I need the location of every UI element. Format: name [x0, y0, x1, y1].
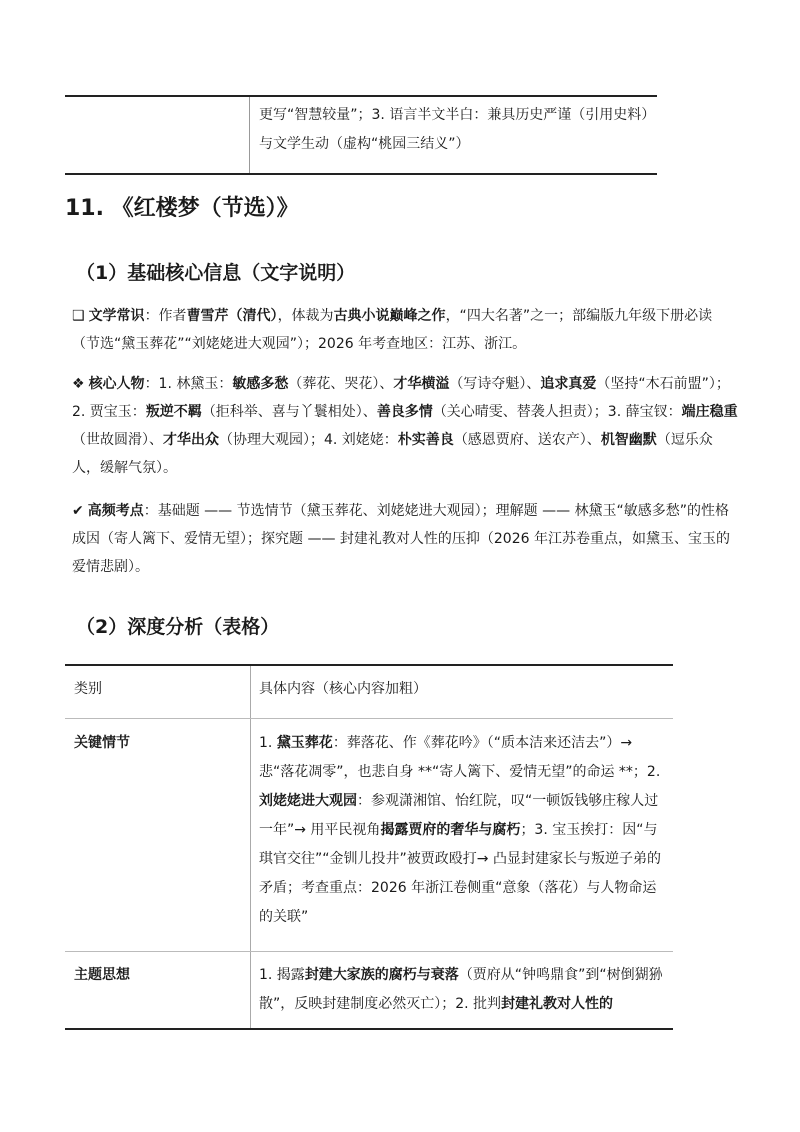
table-header-content: 具体内容（核心内容加粗） [259, 681, 427, 697]
row-divider [65, 951, 673, 952]
checkbox-bullet-icon: ❑ [72, 308, 85, 324]
row-content-key-plots: 1. 黛玉葬花：葬落花、作《葬花吟》（“质本洁来还洁去”）→ 悲“落花凋零”，也悲自身 **“寄人篱下、爱情无望”的命运 **；2. 刘姥姥进大观园：参观潇湘馆、怡红院，叹“一顿饭钱够庄稼人过一年”→ 用平民视角揭露贾府的奢华与腐朽；3. 宝玉挨打：因“与琪官交往”“金钏儿投井”被贾政殴打→ 凸显封建家长与叛逆子弟的矛盾；考查重点：2026 年浙江卷侧重“意象（落花）与人物命运的关联” [259, 735, 661, 925]
core-characters-paragraph: ❖ 核心人物：1. 林黛玉：敏感多愁（葬花、哭花）、才华横溢（写诗夺魁）、追求真爱（坚持“木石前盟”）；2. 贾宝玉：叛逆不羁（拒科举、喜与丫鬟相处）、善良多情（关心晴雯、替袭人担责）；3. 薛宝钗：端庄稳重（世故圆滑）、才华出众（协理大观园）；4. 刘姥姥：朴实善良（感恩贾府、送农产）、机智幽默（逗乐众人，缓解气氛）。 [72, 370, 740, 482]
subsection-title-basic-info: （1）基础核心信息（文字说明） [76, 262, 356, 284]
checkmark-bullet-icon: ✔ [72, 503, 84, 519]
table-cell-content: 更写“智慧较量”；3. 语言半文半白：兼具历史严谨（引用史料）与文学生动（虚构“桃园三结义”） [259, 107, 656, 152]
previous-table-fragment [65, 95, 657, 175]
row-content-theme: 1. 揭露封建大家族的腐朽与衰落（贾府从“钟鸣鼎食”到“树倒猢狲散”，反映封建制度必然灭亡）；2. 批判封建礼教对人性的 [259, 967, 663, 1012]
section-title: 11. 《红楼梦（节选）》 [65, 196, 299, 221]
literature-knowledge-paragraph: ❑ 文学常识：作者曹雪芹（清代），体裁为古典小说巅峰之作，“四大名著”之一；部编版九年级下册必读（节选“黛玉葬花”“刘姥姥进大观园”）；2026 年考查地区：江苏、浙江。 [72, 302, 740, 358]
row-divider [65, 718, 673, 719]
deep-analysis-table [65, 664, 673, 1030]
subsection-title-deep-analysis: （2）深度分析（表格） [76, 616, 280, 638]
diamond-bullet-icon: ❖ [72, 376, 85, 392]
exam-points-paragraph: ✔ 高频考点：基础题 —— 节选情节（黛玉葬花、刘姥姥进大观园）；理解题 —— 林黛玉“敏感多愁”的性格成因（寄人篱下、爱情无望）；探究题 —— 封建礼教对人性的压抑（2026 年江苏卷重点，如黛玉、宝玉的爱情悲剧）。 [72, 497, 740, 581]
column-divider [249, 97, 250, 173]
row-label-key-plots: 关键情节 [74, 735, 130, 751]
label: 文学常识 [88, 308, 145, 324]
row-label-theme: 主题思想 [74, 967, 130, 983]
table-header-category: 类别 [74, 681, 102, 697]
column-divider [250, 666, 251, 1028]
